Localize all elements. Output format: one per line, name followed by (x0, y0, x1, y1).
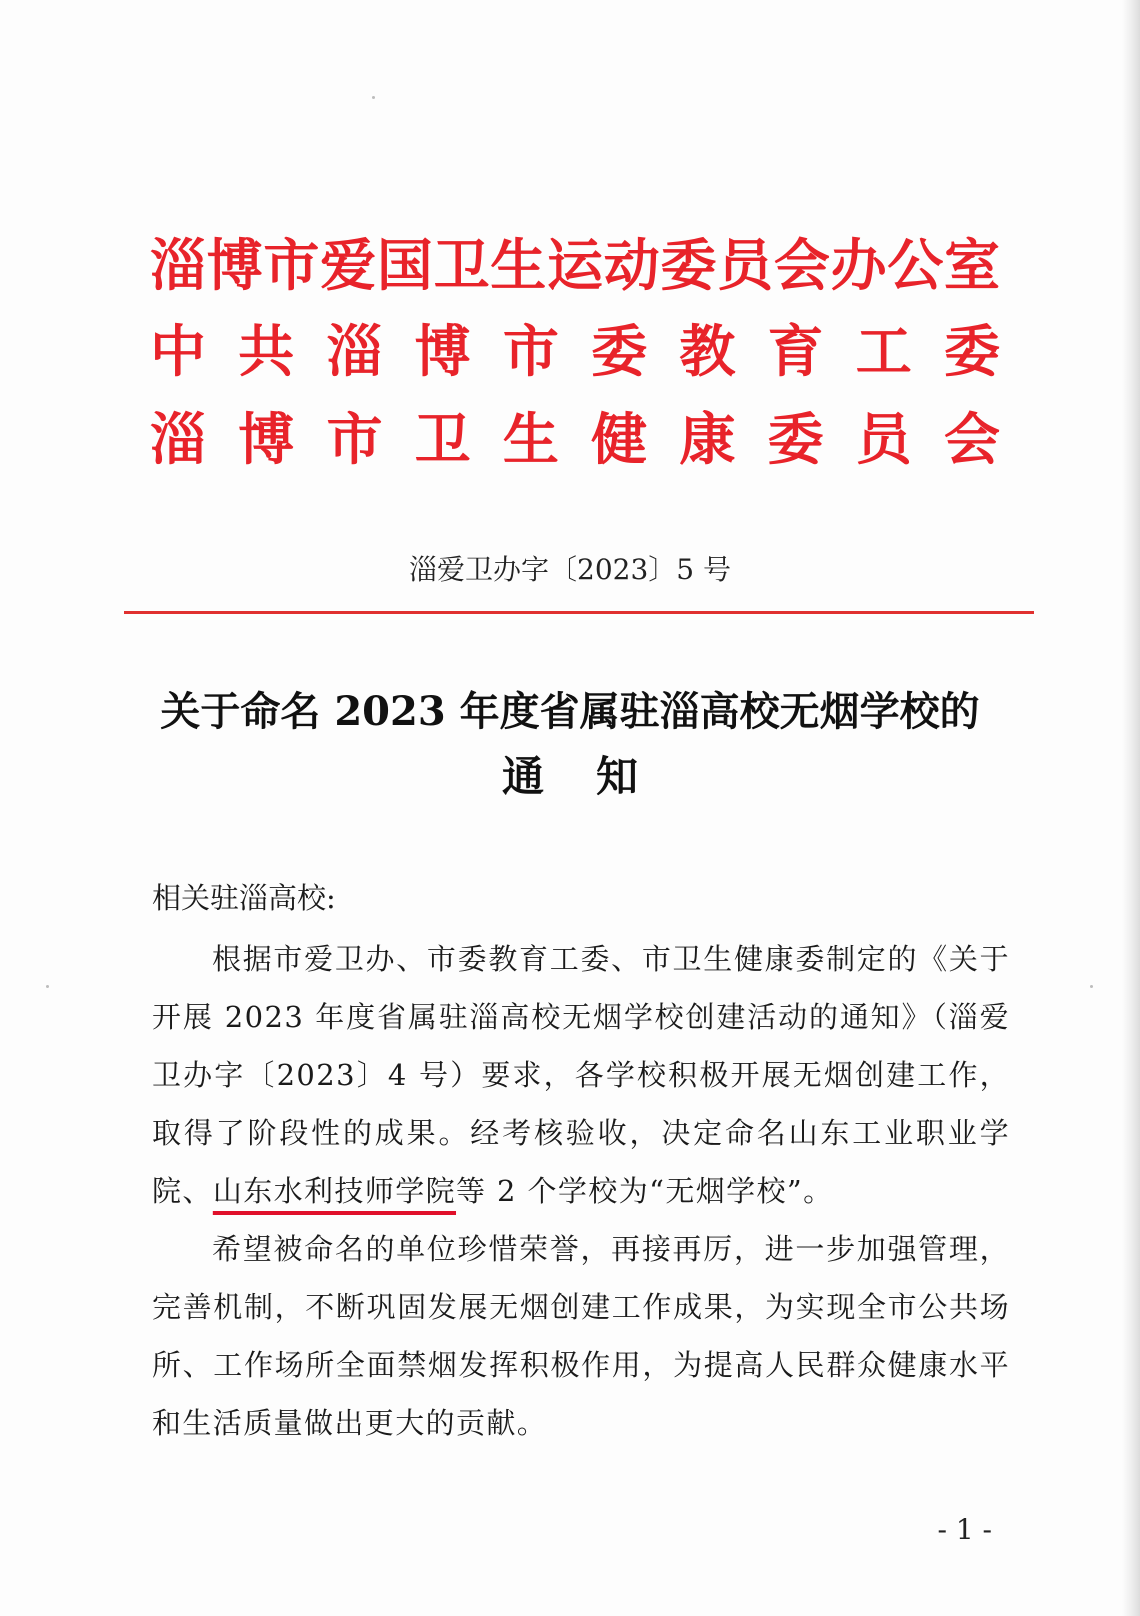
scan-edge-shadow (1122, 0, 1140, 1616)
document-title-line-2: 通知 (501, 752, 690, 801)
underlined-school-name: 山东水利技师学院 (212, 1174, 457, 1208)
salutation: 相关驻淄高校: (152, 881, 336, 915)
body-paragraph-1 (152, 930, 1010, 1220)
document-number: 淄爱卫办字〔2023〕5 号 (409, 553, 731, 586)
issuer-header-line-2: 中共淄博市委教育工委 (150, 319, 1000, 385)
body-paragraph-1-text-b: 等 2 个学校为“无烟学校”。 (456, 1174, 834, 1208)
document-title-line-1: 关于命名 2023 年度省属驻淄高校无烟学校的 (160, 688, 980, 735)
scan-speck (372, 96, 375, 99)
body-paragraph-2: 希望被命名的单位珍惜荣誉，再接再厉，进一步加强管理，完善机制，不断巩固发展无烟创建工作成果，为实现全市公共场所、工作场所全面禁烟发挥积极作用，为提高人民群众健康水平和生活质量做出更大的贡献。 (152, 1232, 1010, 1440)
issuer-header-line-3: 淄博市卫生健康委员会 (150, 407, 1000, 473)
issuer-header-line-1: 淄博市爱国卫生运动委员会办公室 (150, 233, 1000, 299)
red-divider-rule (124, 611, 1034, 614)
body-paragraph-1-text-a: 根据市爱卫办、市委教育工委、市卫生健康委制定的《关于开展 2023 年度省属驻淄高校无烟学校创建活动的通知》（淄爱卫办字〔2023〕4 号）要求，各学校积极开展无烟创建工作，取得了阶段性的成果。经考核验收，决定命名山东工业职业学院、 (152, 942, 1010, 1208)
scan-speck (1090, 985, 1093, 988)
page-number: - 1 - (937, 1513, 992, 1546)
scan-speck (46, 985, 49, 988)
